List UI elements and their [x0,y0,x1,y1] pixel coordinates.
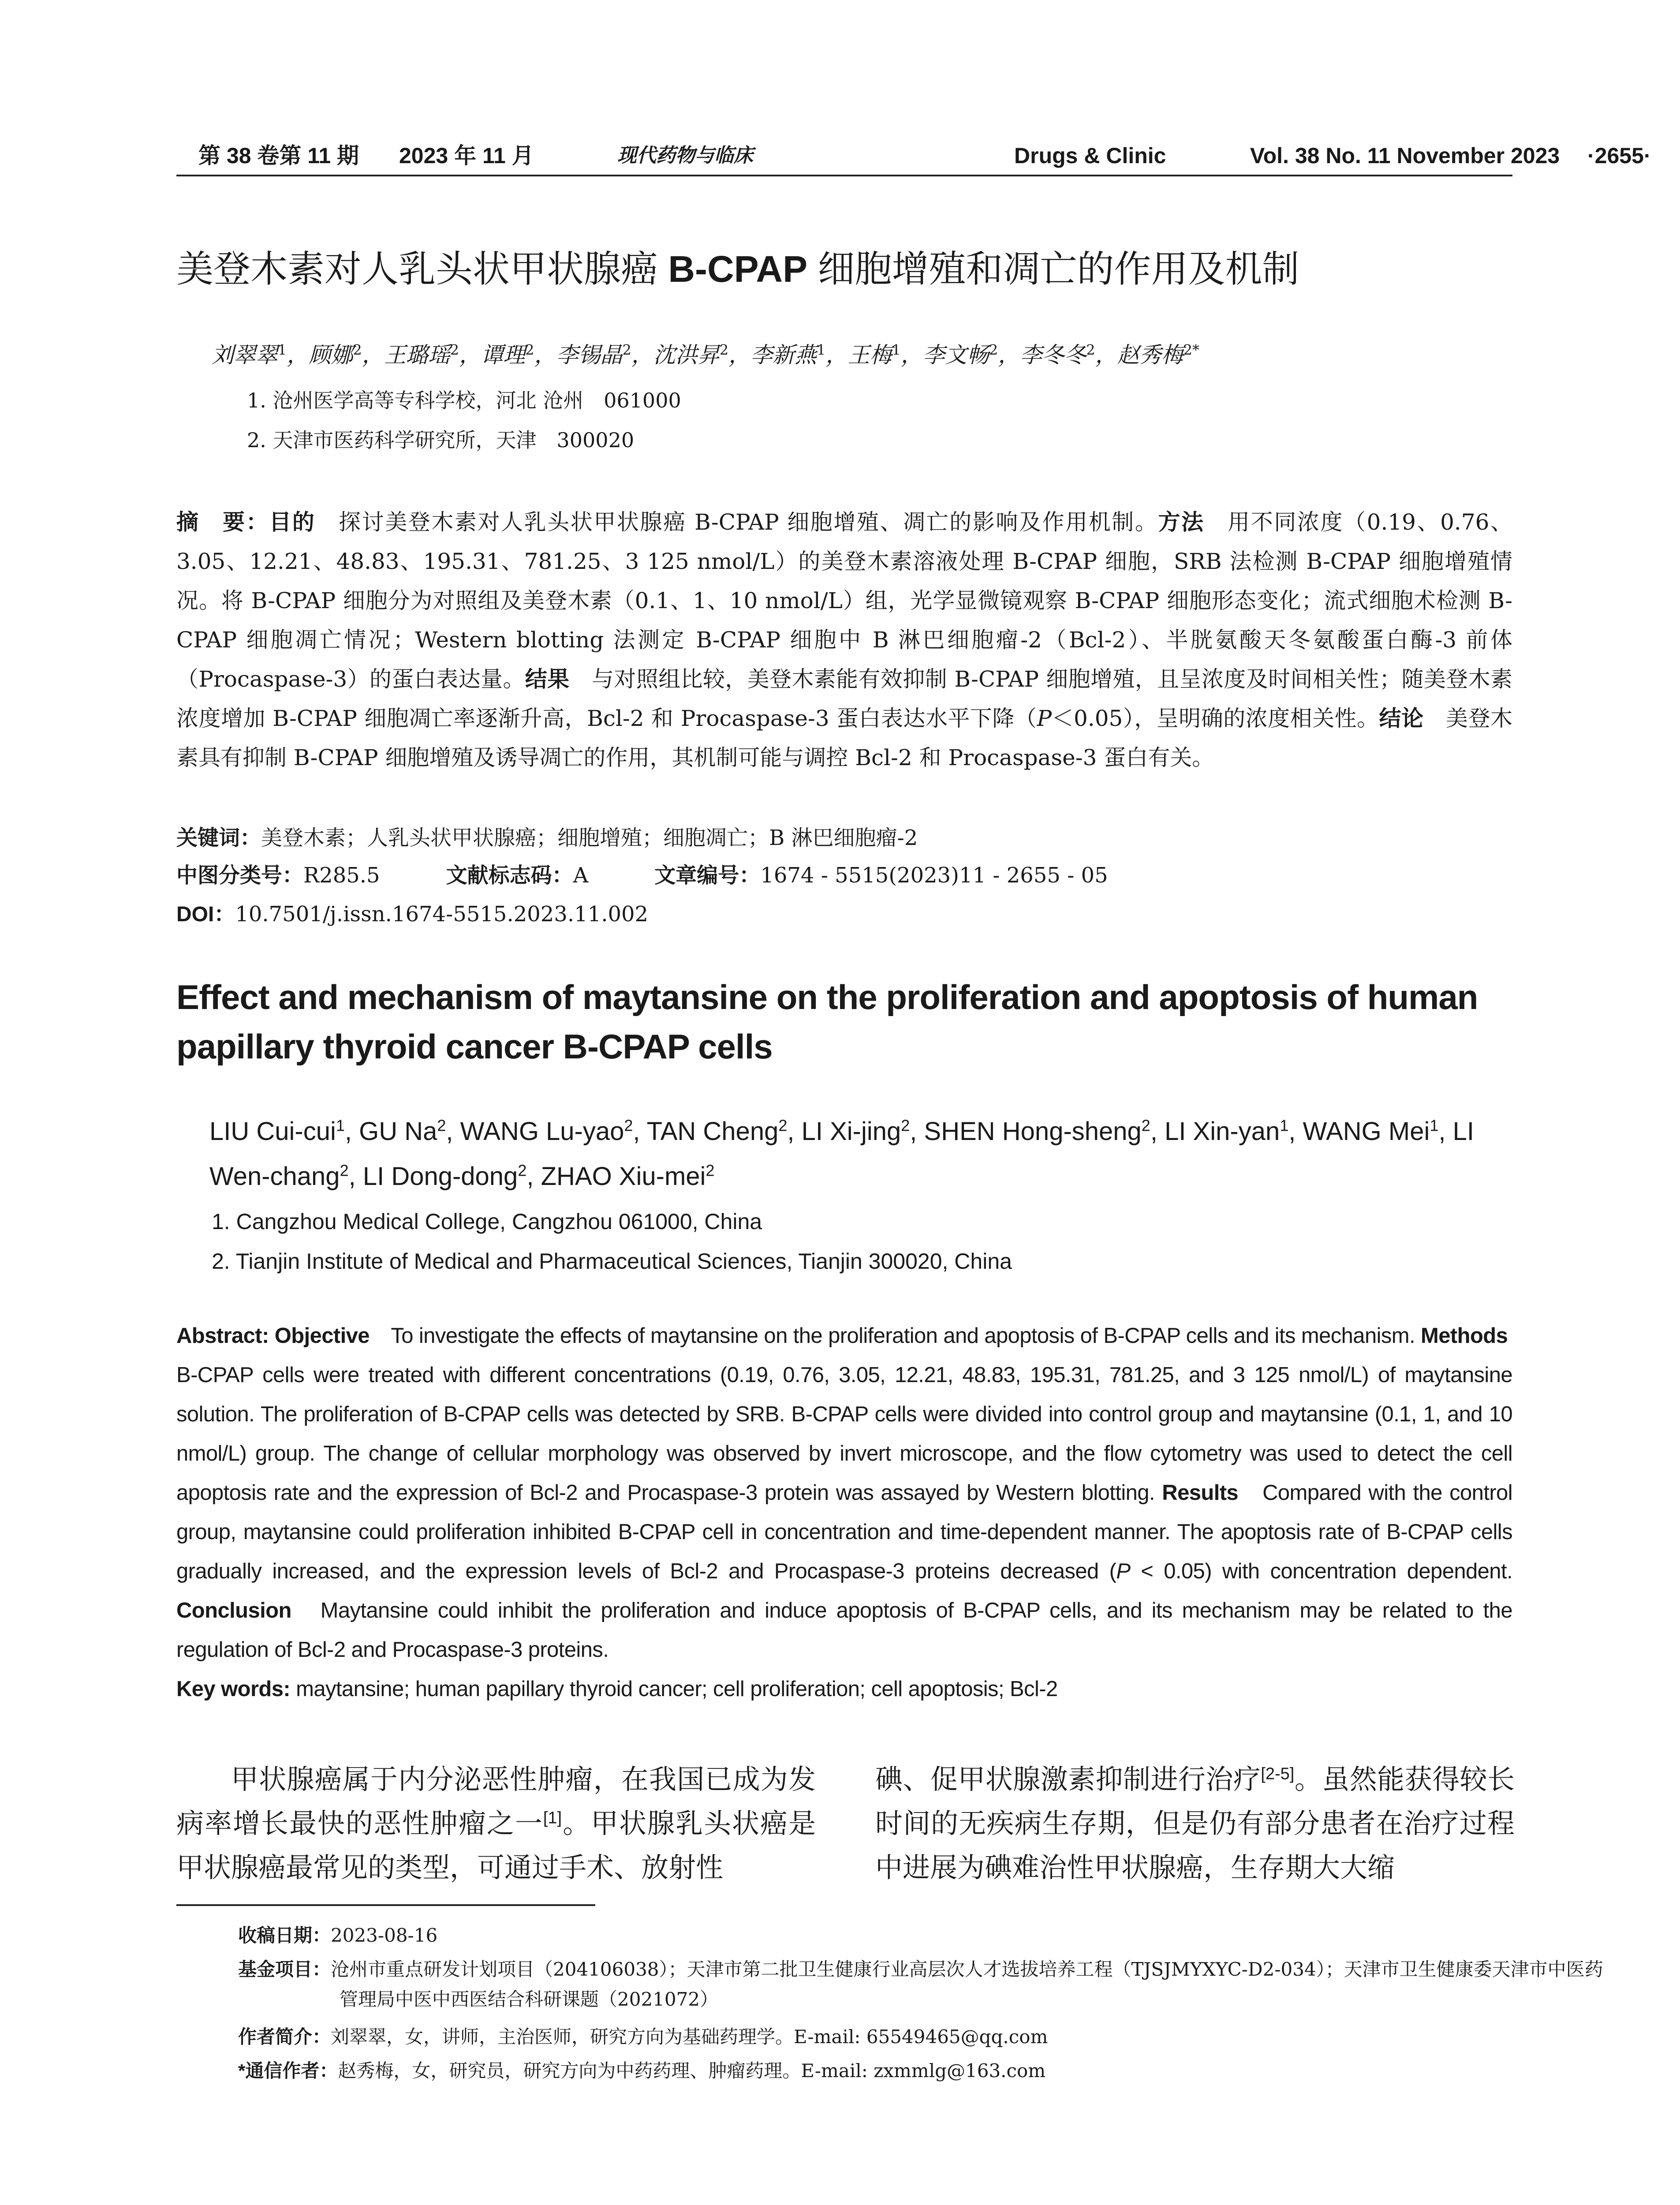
author-list-cn: 刘翠翠$^1$，顾娜$^2$，王璐瑶$^2$，谭理$^2$，李锡晶$^2$，沈洪昇$^2$，李新燕$^1$，王梅$^1$，李文畅$^2$，李冬冬$^2$，赵秀梅$^{2*}$ [212,341,1199,368]
affiliation-marker: 2 [1086,341,1095,359]
en-author: LI Xi-jing [801,1117,901,1146]
affiliation-marker: 2* [1183,341,1199,359]
en-author: GU Na [359,1117,437,1146]
affiliation-cn-1: 1. 沧州医学高等专科学校，河北 沧州 061000 [247,389,681,412]
affiliation-marker: 2 [340,1161,349,1180]
cn-author: 李新燕 [750,342,817,368]
abstract-en: Abstract: Objective To investigate the effects of maytansine on the proliferation and apoptosis of B-CPAP cells and its mechanism. Methods B-CPAP cells were treated with different concentrations (0.19, 0.76, 3.05, 12.21, 48.83, 195.31, 781.25, and 3 125 nmol/L) of maytansine solution. The proliferation of B-CPAP cells was detected by SRB. B-CPAP cells were divided into control group and maytansine (0.1, 1, and 10 nmol/L) group. The change of cellular morphology was observed by invert microscope, and the flow cytometry was used to detect the cell apoptosis rate and the expression of Bcl-2 and Procaspase-3 protein was assayed by Western blotting. Results Compared with the control group, maytansine could proliferation inhibited B-CPAP cell in concentration and time-dependent manner. The apoptosis rate of B-CPAP cells gradually increased, and the expression levels of Bcl-2 and Procaspase-3 proteins decreased (P < 0.05) with concentration dependent. Conclusion Maytansine could inhibit the proliferation and induce apoptosis of B-CPAP cells, and its mechanism may be related to the regulation of Bcl-2 and Procaspase-3 proteins. Key words: maytansine; human papillary thyroid cancer; cell proliferation; cell apoptosis; Bcl-2 [176,1324,1529,1701]
header-volume-issue-cn: 第 38 卷第 11 期 [198,143,359,168]
paper-title-en: Effect and mechanism of maytansine on the proliferation and apoptosis of human papillary thyroid cancer B-CPAP cells [176,978,1478,1066]
en-author: WANG Lu-yao [460,1117,624,1146]
header-journal-cn: 现代药物与临床 [617,144,753,167]
affiliation-en-2: 2. Tianjin Institute of Medical and Pharmaceutical Sciences, Tianjin 300020, China [212,1249,1012,1274]
header-journal-en: Drugs & Clinic [1014,143,1166,168]
body-column-right: 碘、促甲状腺激素抑制进行治疗[2-5]。虽然能获得较长时间的无疾病生存期，但是仍有部分患者在治疗过程中进展为碘难治性甲状腺癌，生存期大大缩 [875,1763,1515,1884]
affiliation-marker: 1 [1430,1116,1439,1135]
header-date-cn: 2023 年 11 月 [399,143,534,168]
affiliation-marker: 1 [892,341,901,359]
cn-author: 王璐瑶 [384,342,450,368]
paper-title-cn: 美登木素对人乳头状甲状腺癌 B-CPAP 细胞增殖和凋亡的作用及机制 [176,248,1299,290]
abstract-cn: 摘 要：目的 探讨美登木素对人乳头状甲状腺癌 B-CPAP 细胞增殖、凋亡的影响及作用机制。方法 用不同浓度（0.19、0.76、3.05、12.21、48.83、195.31、781.25、3 125 nmol/L）的美登木素溶液处理 B-CPAP 细胞，SRB 法检测 B-CPAP 细胞增殖情况。将 B-CPAP 细胞分为对照组及美登木素（0.1、1、10 nmol/L）组，光学显微镜观察 B-CPAP 细胞形态变化；流式细胞术检测 B-CPAP 细胞凋亡情况；Western blotting 法测定 B-CPAP 细胞中 B 淋巴细胞瘤-2（Bcl-2）、半胱氨酸天冬氨酸蛋白酶-3 前体（Procaspase-3）的蛋白表达量。结果 与对照组比较，美登木素能有效抑制 B-CPAP 细胞增殖，且呈浓度及时间相关性；随美登木素浓度增加 B-CPAP 细胞凋亡率逐渐升高，Bcl-2 和 Procaspase-3 蛋白表达水平下降（P＜0.05），呈明确的浓度相关性。结论 美登木素具有抑制 B-CPAP 细胞增殖及诱导凋亡的作用，其机制可能与调控 Bcl-2 和 Procaspase-3 蛋白有关。 [176,509,1513,770]
en-author: LI Dong-dong [362,1162,518,1191]
classification-line: 中图分类号：R285.5 文献标志码：A 文章编号：1674 - 5515(2023)11 - 2655 - 05 [176,863,1108,888]
affiliation-marker: 2 [518,1161,527,1180]
affiliation-marker: 1 [336,1116,345,1135]
affiliation-marker: 2 [719,341,729,359]
affiliation-marker: 1 [1280,1116,1289,1135]
affiliation-marker: 2 [353,341,362,359]
cn-author: 李锡晶 [556,342,623,368]
footnote-received: 收稿日期：2023-08-16 [238,1925,438,1946]
keywords-en-label: Key words: [176,1677,291,1701]
keywords-cn: 关键词：美登木素；人乳头状甲状腺癌；细胞增殖；细胞凋亡；B 淋巴细胞瘤-2 [176,826,918,850]
header-volume-issue-en: Vol. 38 No. 11 November 2023 [1250,143,1560,168]
affiliation-marker: 2 [989,341,998,359]
affiliation-marker: 2 [901,1116,910,1135]
footnote-divider [176,1904,595,1906]
cn-author: 李文畅 [922,342,989,368]
en-author: WANG Mei [1303,1117,1430,1146]
body-column-left: 甲状腺癌属于内分泌恶性肿瘤，在我国已成为发病率增长最快的恶性肿瘤之一[1]。甲状腺乳头状癌是甲状腺癌最常见的类型，可通过手术、放射性 [176,1763,816,1884]
footnote-author-bio: 作者简介：刘翠翠，女，讲师，主治医师，研究方向为基础药理学。E-mail: 65549465@qq.com [238,2026,1048,2048]
affiliation-marker: 1 [278,341,287,359]
affiliation-cn-2: 2. 天津市医药科学研究所，天津 300020 [247,428,635,452]
affiliation-marker: 2 [778,1116,788,1135]
keywords-en: maytansine; human papillary thyroid cancer; cell proliferation; cell apoptosis; Bcl-2 [290,1677,1058,1701]
footnote-funding: 基金项目：沧州市重点研发计划项目（204106038）；天津市第二批卫生健康行业高层次人才选拔培养工程（TJSJMYXYC-D2-034）；天津市卫生健康委天津市中医药管理局中医中西医结合科研课题（2021072） [238,1958,1603,2010]
affiliation-marker: 2 [622,341,631,359]
en-author: TAN Cheng [646,1117,779,1146]
cn-author: 沈洪昇 [653,342,720,368]
doi-line: DOI：10.7501/j.issn.1674-5515.2023.11.002 [176,902,649,927]
footnote-corresponding-author: *通信作者：赵秀梅，女，研究员，研究方向为中药药理、肿瘤药理。E-mail: zxmmlg@163.com [238,2060,1046,2082]
citation-ref: [1] [543,1809,562,1828]
en-author: ZHAO Xiu-mei [541,1162,706,1191]
en-author: LIU Cui-cui [209,1117,336,1146]
author-list-en: LIU Cui-cui$^1$, GU Na$^2$, WANG Lu-yao$^2$, TAN Cheng$^2$, LI Xi-jing$^2$, SHEN Hong-sheng$^2$, LI Xin-yan$^1$, WANG Mei$^1$, LI Wen-chang$^2$, LI Dong-dong$^2$, ZHAO Xiu-mei$^2$ [209,1116,1474,1191]
affiliation-marker: 2 [437,1116,446,1135]
en-author: LI Xin-yan [1165,1117,1280,1146]
cn-author: 刘翠翠 [212,342,278,368]
running-header [176,140,1651,176]
en-author: SHEN Hong-sheng [924,1117,1142,1146]
en-author: LI Wen-chang [209,1117,1474,1191]
affiliation-marker: 2 [1141,1116,1150,1135]
affiliation-marker: 2 [624,1116,633,1135]
citation-ref: [2-5] [1261,1764,1295,1783]
cn-author: 赵秀梅 [1117,342,1183,368]
header-page-number: ·2655· [1587,143,1651,168]
cn-author: 王梅 [847,342,892,368]
doi-value: 10.7501/j.issn.1674-5515.2023.11.002 [235,902,649,927]
affiliation-marker: 2 [450,341,459,359]
cn-author: 李冬冬 [1020,342,1086,368]
cn-author: 顾娜 [309,342,353,368]
cn-author: 谭理 [481,342,526,368]
affiliation-en-1: 1. Cangzhou Medical College, Cangzhou 061000, China [212,1209,762,1234]
affiliation-marker: 1 [817,341,826,359]
affiliation-marker: 2 [525,341,534,359]
affiliation-marker: 2 [706,1161,715,1180]
